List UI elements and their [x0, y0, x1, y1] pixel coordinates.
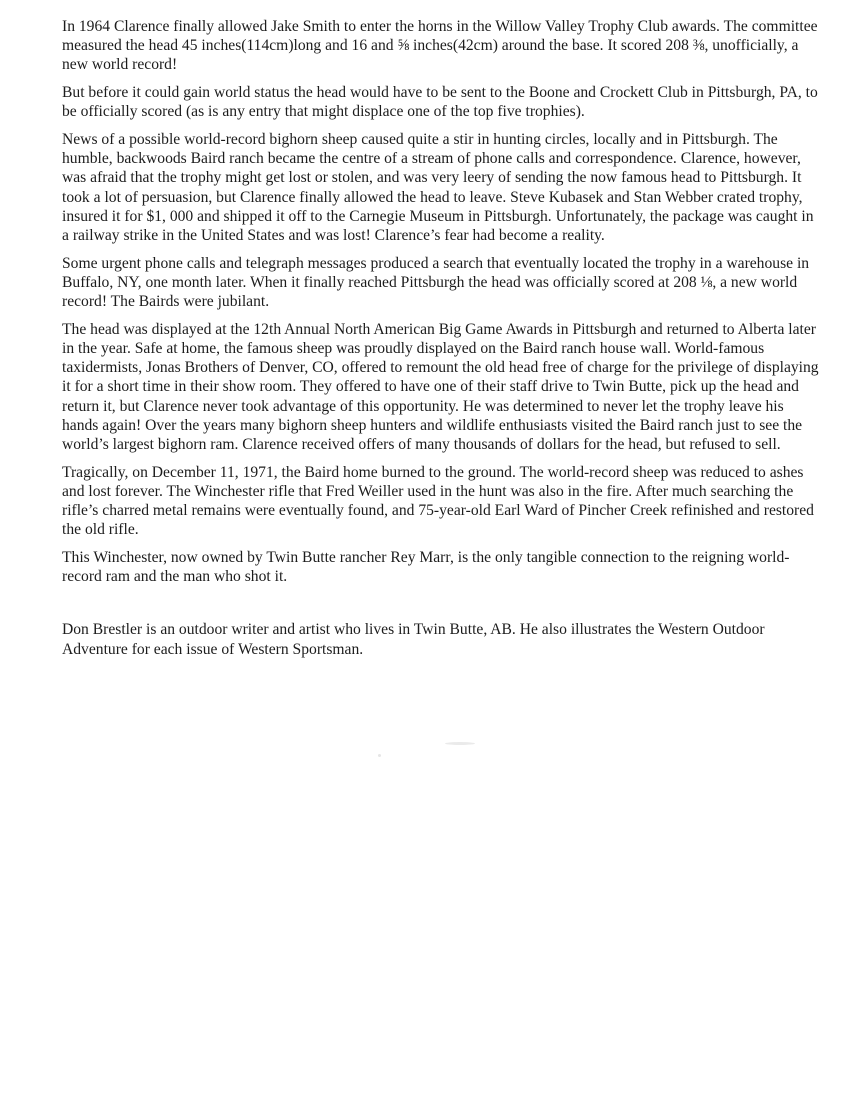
paragraph-2: But before it could gain world status the head would have to be sent to the Boone and Crockett Club in Pittsburgh, PA, to be officially scored (as is any entry that might displace one of the top five trophies).: [62, 84, 818, 121]
paragraph-1: In 1964 Clarence finally allowed Jake Smith to enter the horns in the Willow Valley Trophy Club awards. The committee measured the head 45 inches(114cm)long and 16 and ⅝ inches(42cm) around the base. It scored 208 ⅜, unofficially, a new world record!: [62, 18, 818, 74]
scan-speck: [378, 754, 381, 757]
paragraph-6: Tragically, on December 11, 1971, the Baird home burned to the ground. The world-record sheep was reduced to ashes and lost forever. The Winchester rifle that Fred Weiller used in the hunt was also in the fire. After much searching the rifle’s charred metal remains were eventually found, and 75-year-old Earl Ward of Pincher Creek refinished and restored the old rifle.: [62, 463, 814, 539]
author-bio: Don Brestler is an outdoor writer and artist who lives in Twin Butte, AB. He also illustrates the Western Outdoor Adventure for each issue of Western Sportsman.: [62, 621, 765, 658]
paragraph-3: News of a possible world-record bighorn sheep caused quite a stir in hunting circles, locally and in Pittsburgh. The humble, backwoods Baird ranch became the centre of a stream of phone calls and correspondence. Clarence, however, was afraid that the trophy might get lost or stolen, and was very leery of sending the now famous head to Pittsburgh. It took a lot of persuasion, but Clarence finally allowed the head to leave. Steve Kubasek and Stan Webber crated trophy, insured it for $1, 000 and shipped it off to the Carnegie Museum in Pittsburgh. Unfortunately, the package was caught in a railway strike in the United States and was lost! Clarence’s fear had become a reality.: [62, 131, 814, 245]
paragraph-4: Some urgent phone calls and telegraph messages produced a search that eventually located the trophy in a warehouse in Buffalo, NY, one month later. When it finally reached Pittsburgh the head was officially scored at 208 ⅛, a new world record! The Bairds were jubilant.: [62, 254, 810, 311]
paragraph-5: The head was displayed at the 12th Annual North American Big Game Awards in Pittsburgh and returned to Alberta later in the year. Safe at home, the famous sheep was proudly displayed on the Baird ranch house wall. World-famous taxidermists, Jonas Brothers of Denver, CO, offered to remount the old head free of charge for the privilege of displaying it for a short time in their show room. They offered to have one of their staff drive to Twin Butte, pick up the head and return it, but Clarence never took advantage of this opportunity. He was determined to never let the trophy leave his hands again! Over the years many bighorn sheep hunters and wildlife enthusiasts visited the Baird ranch just to see the world’s largest bighorn ram. Clarence received offers of many thousands of dollars for the head, but refused to sell.: [62, 320, 819, 454]
scan-speck: [445, 742, 475, 745]
article-body: [62, 17, 822, 667]
paragraph-7: This Winchester, now owned by Twin Butte rancher Rey Marr, is the only tangible connection to the reigning world-record ram and the man who shot it.: [62, 549, 790, 586]
